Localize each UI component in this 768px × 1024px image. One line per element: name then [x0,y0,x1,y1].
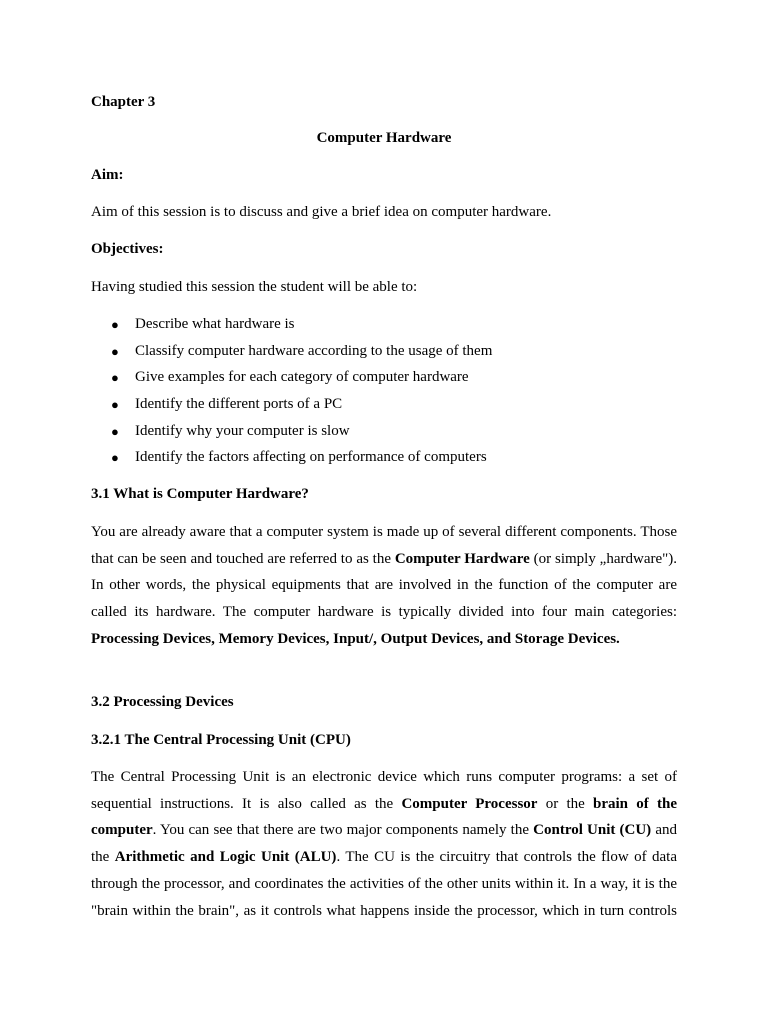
bullet-icon: ● [111,370,119,386]
objectives-heading: Objectives: [91,241,164,257]
objectives-list [91,316,492,476]
section-3-1-paragraph: You are already aware that a computer system is made up of several different components. Those that can be seen and touched are referred to as the Computer Hardware (or simply „hardware"). In other words, the physical equipments that are involved in the function of the computer are called its hardware. The computer hardware is typically divided into four main categories: Processing Devices, Memory Devices, Input/, Output Devices, and Storage Devices. [91,524,677,647]
list-item: ● Identify the factors affecting on performance of computers [111,449,487,466]
section-3-2-heading: 3.2 Processing Devices [91,694,234,710]
bullet-icon: ● [111,423,119,439]
bullet-icon: ● [111,397,119,413]
term-control-unit: Control Unit (CU) [533,822,652,839]
aim-text: Aim of this session is to discuss and give a brief idea on computer hardware. [91,204,552,220]
term-computer-processor: Computer Processor [401,795,538,812]
page-title: Computer Hardware [316,130,452,146]
term-computer-hardware: Computer Hardware [394,550,530,567]
term-alu: Arithmetic and Logic Unit (ALU) [114,849,337,866]
section-3-2-1-paragraph: The Central Processing Unit is an electronic device which runs computer programs: a set of sequential instructions. It is also called as the Computer Processor or the brain of the computer. You can see that there are two major components namely the Control Unit (CU) and the Arithmetic and Logic Unit (ALU). The CU is the circuitry that controls the flow of data through the processor, and coordinates the activities of the other units within it. In a way, it is the "brain within the brain", as it controls what happens inside the processor, which in turn controls [91,769,677,919]
objectives-intro: Having studied this session the student will be able to: [91,279,418,295]
list-item: ● Identify why your computer is slow [111,422,350,439]
chapter-label: Chapter 3 [91,94,156,110]
list-item: ● Describe what hardware is [111,316,295,332]
bullet-icon: ● [111,450,119,466]
section-3-2-1-heading: 3.2.1 The Central Processing Unit (CPU) [91,732,351,748]
hardware-categories: Processing Devices, Memory Devices, Input/, Output Devices, and Storage Devices. [91,630,620,647]
section-3-1-heading: 3.1 What is Computer Hardware? [91,486,309,502]
term-brain-of-computer: brain of the computer [91,795,677,839]
list-item: ● Identify the different ports of a PC [111,396,343,413]
aim-heading: Aim: [91,167,124,183]
bullet-icon: ● [111,317,119,332]
bullet-icon: ● [111,343,119,359]
list-item: ● Give examples for each category of computer hardware [111,369,469,386]
list-item: ● Classify computer hardware according to the usage of them [111,342,493,359]
